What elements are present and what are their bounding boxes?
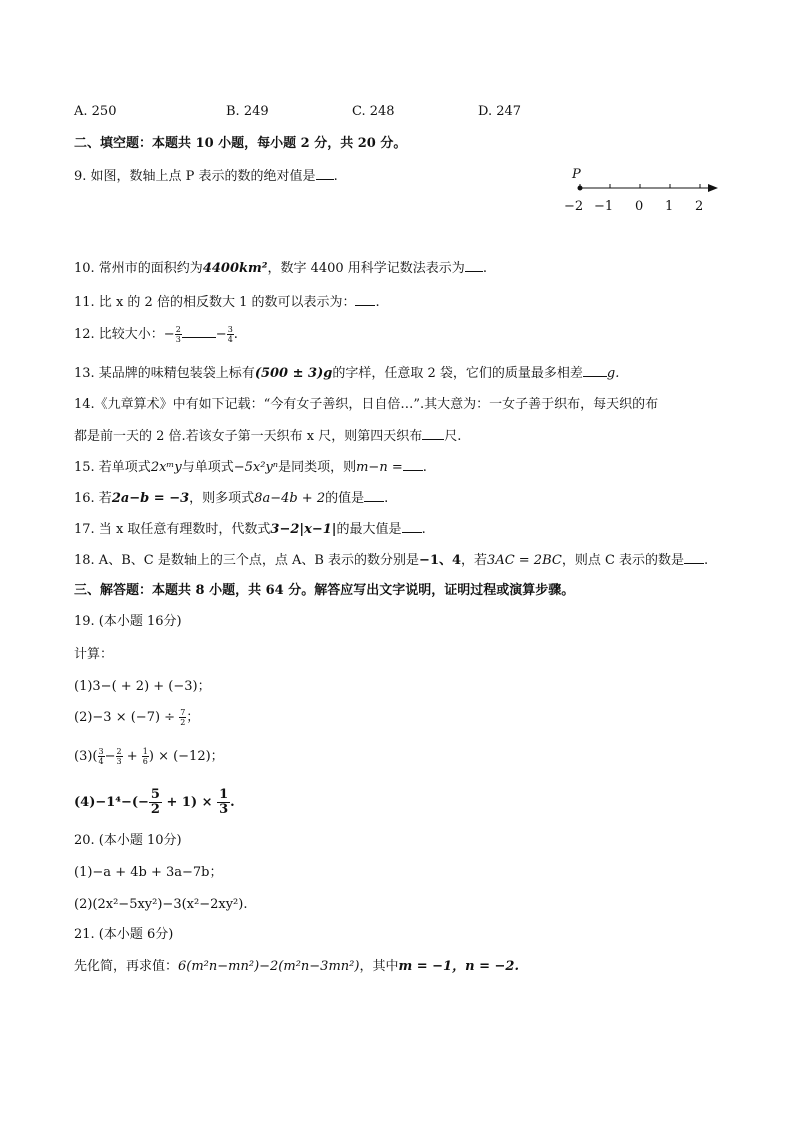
number-line-tick-labels bbox=[564, 199, 703, 214]
q16-text-a: 16. 若 bbox=[74, 491, 112, 506]
q18-text-c: ，则点 C 表示的数是 bbox=[561, 553, 685, 568]
q16-end: . bbox=[384, 491, 389, 506]
question-13 bbox=[74, 364, 619, 383]
number-line-figure bbox=[560, 160, 730, 216]
q21-expr: 6(m²n−mn²)−2(m²n−3mn²) bbox=[178, 959, 360, 974]
q19-part-1: (1)3−( + 2) + (−3)； bbox=[74, 679, 211, 694]
tick-label-0: 0 bbox=[635, 199, 644, 214]
q9-blank bbox=[316, 167, 334, 180]
q20-part-2: (2)(2x²−5xy²)−3(x²−2xy²). bbox=[74, 897, 248, 912]
q16-text-b: ，则多项式 bbox=[189, 491, 255, 506]
q12-text: 12. 比较大小：− bbox=[74, 327, 175, 342]
q11-text: 11. 比 x 的 2 倍的相反数大 1 的数可以表示为： bbox=[74, 295, 356, 310]
q19-p4-fraction-1: $\frac{5}{2}$ bbox=[150, 787, 160, 817]
question-12 bbox=[74, 324, 238, 346]
q16-text-c: 的值是 bbox=[325, 491, 365, 506]
q13-blank bbox=[583, 364, 607, 377]
q18-text-a: 18. A、B、C 是数轴上的三个点，点 A、B 表示的数分别是 bbox=[74, 553, 420, 568]
q13-end: g. bbox=[606, 366, 620, 381]
q18-blank bbox=[684, 551, 704, 564]
q19-part-4 bbox=[74, 788, 235, 818]
q17-blank bbox=[402, 520, 422, 533]
section-3-title: 三、解答题：本题共 8 小题，共 64 分。解答应写出文字说明，证明过程或演算步骤。 bbox=[74, 583, 575, 598]
q19-p4-end: . bbox=[230, 795, 235, 810]
question-20-title: 20. (本小题 10分) bbox=[74, 833, 182, 848]
q15-term-2: −5x²yⁿ bbox=[233, 460, 279, 475]
q18-text-b: ，若 bbox=[461, 553, 488, 568]
q19-p2-fraction: $\frac{7}{2}$ bbox=[180, 708, 186, 727]
question-9 bbox=[74, 167, 338, 186]
q10-area: 4400km² bbox=[202, 261, 268, 276]
point-p-dot bbox=[578, 186, 583, 191]
q19-p4-mid: + 1) × bbox=[161, 795, 218, 810]
q19-p3-fraction-3: $\frac{1}{6}$ bbox=[142, 747, 148, 766]
question-11 bbox=[74, 293, 380, 312]
q15-end: . bbox=[422, 460, 427, 475]
q19-p4-fraction-2: $\frac{1}{3}$ bbox=[219, 787, 229, 817]
q11-end: . bbox=[375, 295, 380, 310]
q19-p3-fraction-1: $\frac{3}{4}$ bbox=[98, 747, 104, 766]
q15-term-1: 2xᵐy bbox=[150, 460, 182, 475]
q15-blank bbox=[403, 458, 423, 471]
question-19-title: 19. (本小题 16分) bbox=[74, 614, 182, 629]
q15-text-a: 15. 若单项式 bbox=[74, 460, 151, 475]
q11-blank bbox=[355, 293, 375, 306]
tick-label-neg2: −2 bbox=[564, 199, 584, 214]
q14-line2-text: 都是前一天的 2 倍.若该女子第一天织布 x 尺，则第四天织布 bbox=[74, 429, 423, 444]
q12-end: . bbox=[233, 327, 238, 342]
q15-expr: m−n = bbox=[356, 460, 403, 475]
q19-part-2 bbox=[74, 706, 199, 730]
question-21-title: 21. (本小题 6分) bbox=[74, 927, 174, 942]
q19-p3-text: (3)( bbox=[74, 749, 98, 764]
question-17 bbox=[74, 520, 426, 539]
q17-expr: 3−2|x−1| bbox=[270, 522, 337, 537]
q17-text-b: 的最大值是 bbox=[336, 522, 402, 537]
q15-text-c: 是同类项，则 bbox=[278, 460, 357, 475]
q13-text-b: 的字样，任意取 2 袋，它们的质量最多相差 bbox=[332, 366, 583, 381]
q20-part-1: (1)−a + 4b + 3a−7b； bbox=[74, 865, 223, 880]
question-18 bbox=[74, 551, 708, 570]
q19-p3-plus: + bbox=[122, 749, 142, 764]
point-p-label: P bbox=[572, 167, 581, 182]
q19-p3-minus: − bbox=[104, 749, 116, 764]
q16-blank bbox=[364, 489, 384, 502]
number-line-arrow bbox=[708, 184, 718, 192]
tick-label-1: 1 bbox=[665, 199, 674, 214]
q19-part-3 bbox=[74, 745, 224, 769]
q10-blank bbox=[465, 259, 483, 272]
tick-label-neg1: −1 bbox=[594, 199, 614, 214]
q18-end: . bbox=[704, 553, 709, 568]
q9-text: 9. 如图，数轴上点 P 表示的数的绝对值是 bbox=[74, 169, 316, 184]
q10-text-b: ，数字 4400 用科学记数法表示为 bbox=[267, 261, 465, 276]
q12-blank bbox=[182, 325, 216, 338]
q16-polynomial: 8a−4b + 2 bbox=[254, 491, 326, 506]
q21-values: m = −1，n = −2. bbox=[398, 959, 519, 974]
option-c: C. 248 bbox=[352, 104, 395, 119]
question-21-body bbox=[74, 958, 519, 976]
q9-end: . bbox=[333, 169, 338, 184]
q13-text-a: 13. 某品牌的味精包装袋上标有 bbox=[74, 366, 255, 381]
q15-text-b: 与单项式 bbox=[181, 460, 234, 475]
question-10 bbox=[74, 259, 487, 278]
question-15 bbox=[74, 458, 427, 477]
q13-mass: (500 ± 3)g bbox=[254, 366, 333, 381]
question-14-line-1: 14.《九章算术》中有如下记载：“今有女子善织，日自倍…”.其大意为：一女子善于织布，每天织的布 bbox=[74, 397, 659, 412]
section-2-title: 二、填空题：本题共 10 小题，每小题 2 分，共 20 分。 bbox=[74, 136, 407, 151]
option-b: B. 249 bbox=[226, 104, 269, 119]
question-19-intro: 计算： bbox=[74, 647, 114, 662]
q19-p3-end: ) × (−12)； bbox=[148, 749, 224, 764]
question-16 bbox=[74, 489, 388, 508]
q19-p2-end: ； bbox=[186, 710, 200, 725]
q12-fraction-1: $\frac{2}{3}$ bbox=[175, 325, 181, 344]
q14-end: 尺. bbox=[444, 429, 462, 444]
q10-text-a: 10. 常州市的面积约为 bbox=[74, 261, 203, 276]
option-a: A. 250 bbox=[74, 104, 117, 119]
tick-label-2: 2 bbox=[695, 199, 704, 214]
number-line-ticks bbox=[580, 184, 700, 188]
q21-text-b: ，其中 bbox=[359, 959, 399, 974]
q17-end: . bbox=[421, 522, 426, 537]
q17-text-a: 17. 当 x 取任意有理数时，代数式 bbox=[74, 522, 271, 537]
q19-p4-text: (4)−1⁴−(− bbox=[74, 795, 149, 810]
q19-p2-text: (2)−3 × (−7) ÷ bbox=[74, 710, 180, 725]
q10-end: . bbox=[482, 261, 487, 276]
q12-fraction-2: $\frac{3}{4}$ bbox=[227, 325, 233, 344]
q12-mid: − bbox=[215, 327, 227, 342]
q16-condition: 2a−b = −3 bbox=[111, 491, 190, 506]
question-14-line-2 bbox=[74, 427, 461, 446]
option-d: D. 247 bbox=[478, 104, 522, 119]
q21-text-a: 先化简，再求值： bbox=[74, 959, 179, 974]
q18-values: −1、4 bbox=[419, 553, 462, 568]
q14-blank bbox=[422, 427, 444, 440]
q18-condition: 3AC = 2BC bbox=[487, 553, 562, 568]
q19-p3-fraction-2: $\frac{2}{3}$ bbox=[116, 747, 122, 766]
